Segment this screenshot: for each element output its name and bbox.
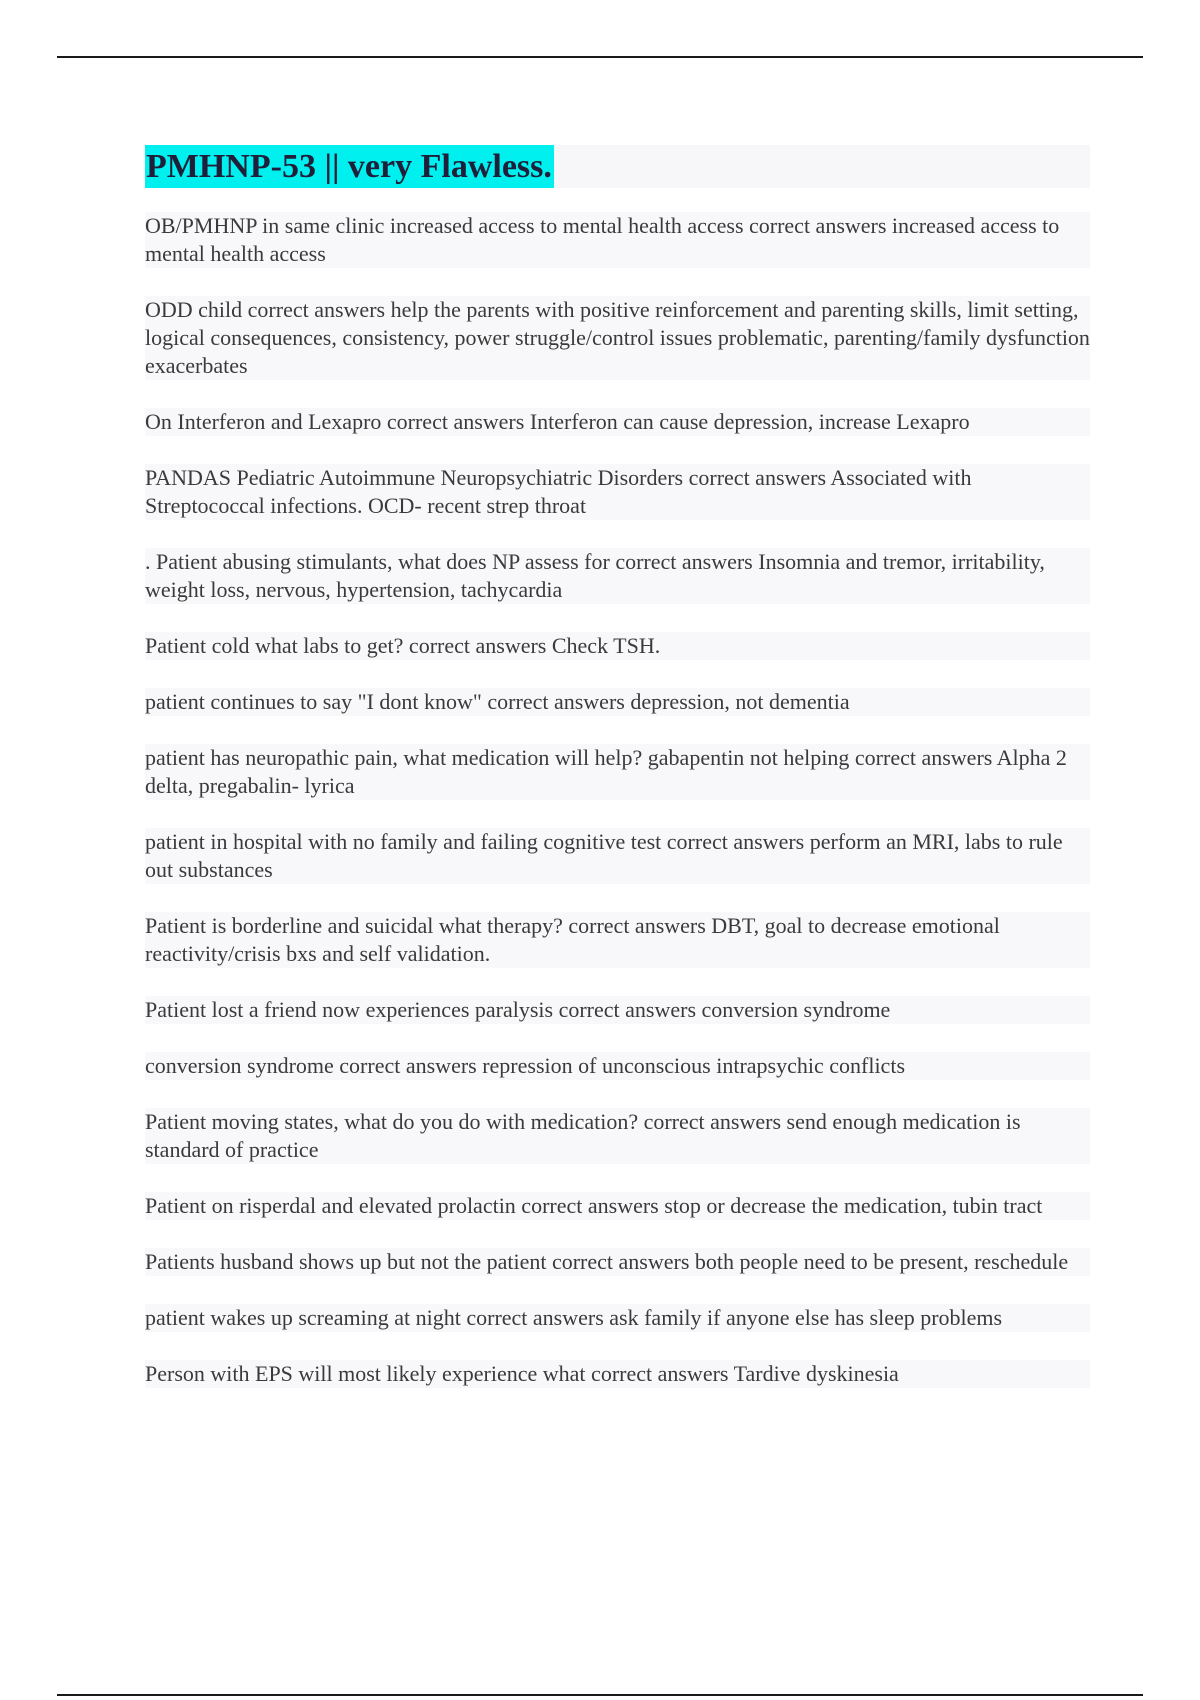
qa-entry-text: Patient moving states, what do you do with medication? correct answers send enough medication is standard of practice <box>145 1109 1021 1162</box>
top-divider <box>57 56 1143 58</box>
qa-entry-text: Patients husband shows up but not the patient correct answers both people need to be present, reschedule <box>145 1249 1069 1274</box>
qa-entry <box>145 548 1090 604</box>
qa-entry <box>145 212 1090 268</box>
qa-entry <box>145 1304 1090 1332</box>
qa-entry-text: Patient on risperdal and elevated prolactin correct answers stop or decrease the medication, tubin tract <box>145 1193 1043 1218</box>
qa-entry-text: Patient cold what labs to get? correct answers Check TSH. <box>145 633 661 658</box>
qa-entry-text: . Patient abusing stimulants, what does NP assess for correct answers Insomnia and tremor, irritability, weight loss, nervous, hypertension, tachycardia <box>145 549 1045 602</box>
qa-entry <box>145 1360 1090 1388</box>
document-body <box>145 145 1090 1416</box>
qa-entry-text: Patient lost a friend now experiences paralysis correct answers conversion syndrome <box>145 997 891 1022</box>
qa-entry <box>145 408 1090 436</box>
qa-entry <box>145 912 1090 968</box>
qa-entry-text: PANDAS Pediatric Autoimmune Neuropsychiatric Disorders correct answers Associated with Streptococcal infections. OCD- recent strep throat <box>145 465 972 518</box>
document-title: PMHNP-53 || very Flawless. <box>145 145 554 188</box>
qa-entry <box>145 632 1090 660</box>
qa-entry <box>145 688 1090 716</box>
qa-entry-text: ODD child correct answers help the parents with positive reinforcement and parenting skills, limit setting, logical consequences, consistency, power struggle/control issues problematic, parenting/family dysfunction exacerbates <box>145 297 1090 378</box>
title-bar <box>145 145 1090 188</box>
qa-entry-text: Person with EPS will most likely experience what correct answers Tardive dyskinesia <box>145 1361 899 1386</box>
qa-entry-text: patient in hospital with no family and failing cognitive test correct answers perform an MRI, labs to rule out substances <box>145 829 1063 882</box>
qa-entry <box>145 296 1090 380</box>
qa-entry <box>145 1248 1090 1276</box>
qa-entry-text: patient has neuropathic pain, what medication will help? gabapentin not helping correct answers Alpha 2 delta, pregabalin- lyrica <box>145 745 1067 798</box>
qa-entry-text: On Interferon and Lexapro correct answers Interferon can cause depression, increase Lexapro <box>145 409 970 434</box>
qa-entry <box>145 1052 1090 1080</box>
qa-entry <box>145 1108 1090 1164</box>
qa-entry-text: patient continues to say "I dont know" correct answers depression, not dementia <box>145 689 850 714</box>
qa-entry-text: patient wakes up screaming at night correct answers ask family if anyone else has sleep problems <box>145 1305 1003 1330</box>
qa-entry <box>145 744 1090 800</box>
qa-entry <box>145 996 1090 1024</box>
qa-entry <box>145 464 1090 520</box>
qa-entry-text: Patient is borderline and suicidal what therapy? correct answers DBT, goal to decrease emotional reactivity/crisis bxs and self validation. <box>145 913 1000 966</box>
qa-entry <box>145 828 1090 884</box>
qa-entry-text: conversion syndrome correct answers repression of unconscious intrapsychic conflicts <box>145 1053 905 1078</box>
qa-entry-text: OB/PMHNP in same clinic increased access to mental health access correct answers increased access to mental health access <box>145 213 1060 266</box>
qa-entry <box>145 1192 1090 1220</box>
bottom-divider <box>57 1694 1143 1696</box>
